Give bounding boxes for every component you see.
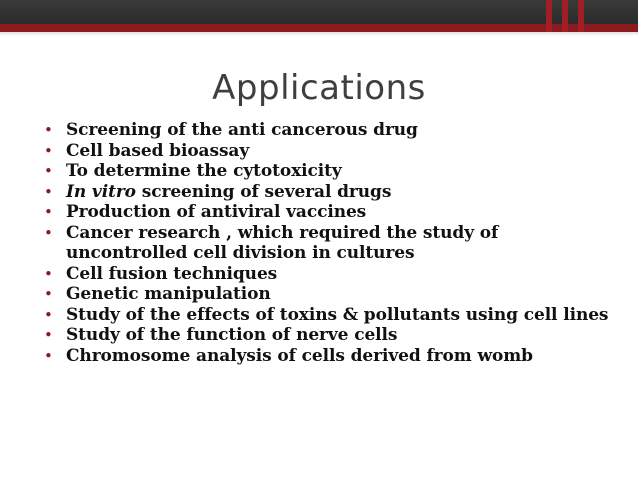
list-item: • Cell fusion techniques [44, 264, 614, 285]
list-item: • Study of the function of nerve cells [44, 325, 614, 346]
list-item: • Study of the effects of toxins & pollutants using cell lines [44, 305, 614, 326]
list-item: • To determine the cytotoxicity [44, 161, 614, 182]
band-shadow [0, 32, 638, 36]
accent-stripe [562, 0, 568, 32]
list-item: • Genetic manipulation [44, 284, 614, 305]
bullet-list [44, 120, 614, 366]
accent-stripe [546, 0, 552, 32]
list-item: • In vitro screening of several drugs [44, 182, 614, 203]
list-item: • Chromosome analysis of cells derived from womb [44, 346, 614, 367]
list-item: • Screening of the anti cancerous drug [44, 120, 614, 141]
top-red-band [0, 24, 638, 32]
list-item: • Production of antiviral vaccines [44, 202, 614, 223]
top-dark-band [0, 0, 638, 24]
list-item: • Cell based bioassay [44, 141, 614, 162]
slide-title: Applications [212, 68, 426, 108]
list-item: • Cancer research , which required the study of uncontrolled cell division in cultures [44, 223, 614, 264]
accent-stripe [578, 0, 584, 32]
